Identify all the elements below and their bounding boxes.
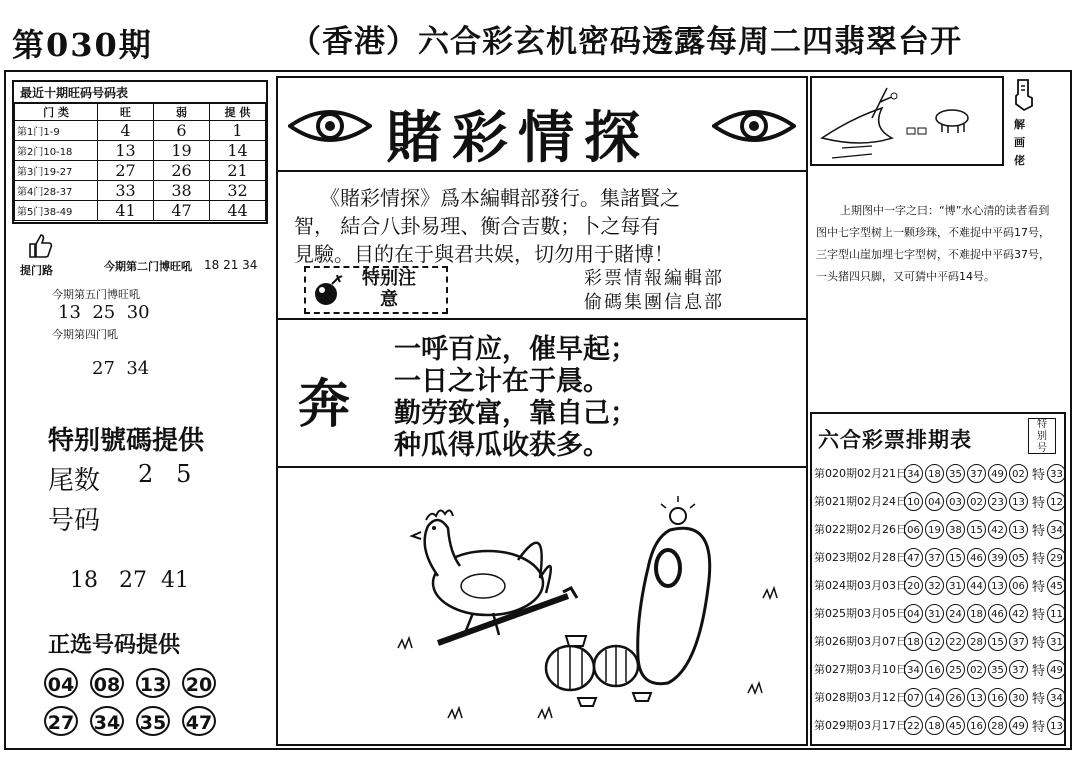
- ball: 47: [182, 706, 216, 736]
- puzzle-text: 上期图中一字之曰：“博”水心清的读者看到图中七字型树上一颗珍珠，不难捉中平码17号，三字型山崖加埋七字型树，不难捉中平码37号，一头猪四只脚，又可猜中平码14号。: [816, 204, 1050, 283]
- draw-number: 49: [988, 464, 1007, 483]
- history-table: [14, 103, 266, 221]
- draw-number: 06: [1009, 576, 1028, 595]
- draw-number: 18: [925, 716, 944, 735]
- special-mark: 特: [1032, 635, 1046, 651]
- draw-number: 49: [1009, 716, 1028, 735]
- schedule-row: [814, 544, 1070, 570]
- notice-box: [304, 266, 448, 314]
- ball: 35: [136, 706, 170, 736]
- cell-provide: 1: [210, 121, 266, 141]
- cell-hot: 33: [98, 181, 154, 201]
- draw-number: 07: [904, 688, 923, 707]
- draw-number: 20: [904, 576, 923, 595]
- col-hot: 旺: [98, 104, 154, 121]
- special-mark: 特: [1032, 663, 1046, 679]
- draw-number: 18: [925, 464, 944, 483]
- pointing-hand-icon: [1012, 78, 1036, 112]
- draw-number: 03: [946, 492, 965, 511]
- special-mark: 特: [1032, 607, 1046, 623]
- special-mark: 特: [1032, 719, 1046, 735]
- draw-number: 34: [904, 464, 923, 483]
- draw-number: 35: [988, 660, 1007, 679]
- schedule-row: [814, 712, 1070, 738]
- cell-hot: 4: [98, 121, 154, 141]
- cell-weak: 47: [154, 201, 210, 221]
- draw-number: 47: [904, 548, 923, 567]
- illustration: [278, 468, 806, 744]
- period: 第023期02月28日: [814, 551, 907, 564]
- special-mark: 特: [1032, 495, 1046, 511]
- draw-number: 22: [904, 716, 923, 735]
- draw-number: 04: [925, 492, 944, 511]
- schedule-row: [814, 516, 1070, 542]
- left-column: [12, 228, 274, 744]
- period: 第028期03月12日: [814, 691, 907, 704]
- draw-number: 13: [1009, 520, 1028, 539]
- ball: 34: [90, 706, 124, 736]
- draw-number: 02: [967, 660, 986, 679]
- draw-number: 28: [988, 716, 1007, 735]
- draw-number: 42: [988, 520, 1007, 539]
- special-number: 49: [1047, 660, 1066, 679]
- issue-number: 第030期: [12, 26, 153, 64]
- poem-line-4: 种瓜得瓜收获多。: [394, 430, 610, 461]
- draw-number: 02: [1009, 464, 1028, 483]
- code-label: 号码: [48, 506, 101, 536]
- cell-weak: 38: [154, 181, 210, 201]
- ball: 04: [44, 668, 78, 698]
- draw-number: 37: [967, 464, 986, 483]
- poem-line-2: 一日之计在于晨。: [394, 366, 610, 397]
- draw-number: 13: [1009, 492, 1028, 511]
- special-number: 45: [1047, 576, 1066, 595]
- tip-line-2-numbers: 13 25 30: [58, 302, 150, 323]
- ball: 20: [182, 668, 216, 698]
- tip-label: 提门路: [20, 264, 53, 277]
- cell-provide: 21: [210, 161, 266, 181]
- draw-number: 06: [904, 520, 923, 539]
- special-number: 29: [1047, 548, 1066, 567]
- dept-line-2: 偷碼集團信息部: [584, 292, 724, 313]
- ball: 08: [90, 668, 124, 698]
- special-number: 34: [1047, 688, 1066, 707]
- draw-number: 12: [925, 632, 944, 651]
- special-number: 11: [1047, 604, 1066, 623]
- draw-number: 19: [925, 520, 944, 539]
- cell-weak: 26: [154, 161, 210, 181]
- special-number: 13: [1047, 716, 1066, 735]
- intro-line-2: 智， 結合八卦易理、衡合吉數；卜之每有: [294, 214, 661, 238]
- puzzle-image-panel: [810, 76, 1004, 166]
- draw-number: 30: [1009, 688, 1028, 707]
- draw-number: 38: [946, 520, 965, 539]
- history-table-panel: [12, 80, 268, 224]
- draw-number: 25: [946, 660, 965, 679]
- puzzle-drawing: [812, 78, 1002, 164]
- schedule-row: [814, 460, 1070, 486]
- eye-icon: [712, 104, 796, 148]
- table-row: [15, 161, 266, 181]
- draw-number: 37: [1009, 632, 1028, 651]
- draw-number: 24: [946, 604, 965, 623]
- special-number: 31: [1047, 632, 1066, 651]
- thumbs-up-icon: [26, 232, 54, 260]
- cell-hot: 13: [98, 141, 154, 161]
- period: 第021期02月24日: [814, 495, 907, 508]
- period: 第020期02月21日: [814, 467, 907, 480]
- tip-line-3-numbers: 27 34: [92, 358, 150, 379]
- draw-number: 42: [1009, 604, 1028, 623]
- draw-number: 16: [925, 660, 944, 679]
- draw-number: 04: [904, 604, 923, 623]
- draw-number: 31: [925, 604, 944, 623]
- ball: 13: [136, 668, 170, 698]
- poem-section: [278, 320, 806, 468]
- intro-line-3: 見驗。目的在于與君共娱，切勿用于賭博！: [294, 242, 674, 266]
- schedule-row: [814, 488, 1070, 514]
- cell-provide: 32: [210, 181, 266, 201]
- col-category: 门 类: [15, 104, 98, 121]
- pick-title: 正选号码提供: [48, 633, 181, 658]
- poem-keyword: 奔: [298, 374, 351, 435]
- draw-number: 16: [967, 716, 986, 735]
- schedule-title: 六合彩票排期表: [818, 428, 972, 452]
- row-label: 第2门10-18: [15, 141, 98, 161]
- poem-line-1: 一呼百应，催早起；: [394, 334, 637, 365]
- draw-number: 35: [946, 464, 965, 483]
- bomb-icon: [312, 274, 346, 308]
- tip-line-3: 今期第四门吼: [52, 328, 118, 341]
- draw-number: 13: [988, 576, 1007, 595]
- draw-number: 15: [988, 632, 1007, 651]
- banner-title: 賭彩情探: [386, 105, 650, 171]
- tip-line-1: 今期第二门博旺吼: [104, 260, 192, 273]
- draw-number: 10: [904, 492, 923, 511]
- row-label: 第1门1-9: [15, 121, 98, 141]
- cell-hot: 27: [98, 161, 154, 181]
- draw-number: 34: [904, 660, 923, 679]
- draw-number: 18: [904, 632, 923, 651]
- row-label: 第4门28-37: [15, 181, 98, 201]
- table-row: [15, 201, 266, 221]
- special-mark: 特: [1032, 691, 1046, 707]
- ball: 27: [44, 706, 78, 736]
- period: 第026期03月07日: [814, 635, 907, 648]
- history-title: 最近十期旺码号码表: [14, 82, 266, 103]
- cell-provide: 14: [210, 141, 266, 161]
- col-weak: 弱: [154, 104, 210, 121]
- special-number-title: 特别號碼提供: [48, 426, 205, 456]
- draw-number: 15: [967, 520, 986, 539]
- tip-line-1-numbers: 18 21 34: [204, 258, 258, 272]
- code-numbers: 18 27 41: [70, 568, 189, 593]
- table-row: [15, 181, 266, 201]
- special-mark: 特: [1032, 523, 1046, 539]
- schedule-row: [814, 628, 1070, 654]
- puzzle-label: 解画佬: [1014, 118, 1025, 167]
- draw-number: 39: [988, 548, 1007, 567]
- special-number: 34: [1047, 520, 1066, 539]
- table-row: [15, 121, 266, 141]
- draw-number: 26: [946, 688, 965, 707]
- schedule-panel: [810, 412, 1066, 746]
- special-mark: 特: [1032, 551, 1046, 567]
- draw-number: 46: [967, 548, 986, 567]
- draw-number: 23: [988, 492, 1007, 511]
- draw-number: 32: [925, 576, 944, 595]
- tail-numbers: 2 5: [138, 460, 192, 488]
- period: 第029期03月17日: [814, 719, 907, 732]
- draw-number: 05: [1009, 548, 1028, 567]
- period: 第025期03月05日: [814, 607, 907, 620]
- table-row: [15, 141, 266, 161]
- tail-label: 尾数: [48, 466, 101, 496]
- row-label: 第3门19-27: [15, 161, 98, 181]
- pick-balls-row-2: [44, 706, 284, 736]
- notice-text: 特别注意: [362, 268, 416, 310]
- row-label: 第5门38-49: [15, 201, 98, 221]
- draw-number: 14: [925, 688, 944, 707]
- draw-number: 16: [988, 688, 1007, 707]
- tip-line-2: 今期第五门博旺吼: [52, 288, 140, 301]
- rooster-melon-illustration: [278, 468, 806, 744]
- draw-number: 02: [967, 492, 986, 511]
- banner: [278, 78, 806, 172]
- period: 第022期02月26日: [814, 523, 907, 536]
- pick-balls-row-1: [44, 668, 284, 698]
- draw-number: 13: [967, 688, 986, 707]
- intro-section: [278, 172, 806, 320]
- draw-number: 37: [925, 548, 944, 567]
- cell-provide: 44: [210, 201, 266, 221]
- schedule-rows: [814, 460, 1066, 744]
- draw-number: 18: [967, 604, 986, 623]
- special-number: 33: [1047, 464, 1066, 483]
- schedule-row: [814, 600, 1070, 626]
- draw-number: 28: [967, 632, 986, 651]
- table-header-row: [15, 104, 266, 121]
- draw-number: 15: [946, 548, 965, 567]
- cell-weak: 19: [154, 141, 210, 161]
- cell-hot: 41: [98, 201, 154, 221]
- draw-number: 22: [946, 632, 965, 651]
- cell-weak: 6: [154, 121, 210, 141]
- schedule-row: [814, 656, 1070, 682]
- page-header: [0, 0, 1080, 70]
- col-provide: 提 供: [210, 104, 266, 121]
- draw-number: 46: [988, 604, 1007, 623]
- schedule-row: [814, 684, 1070, 710]
- special-number: 12: [1047, 492, 1066, 511]
- period: 第027期03月10日: [814, 663, 907, 676]
- special-mark: 特: [1032, 579, 1046, 595]
- schedule-row: [814, 572, 1070, 598]
- special-mark: 特: [1032, 467, 1046, 483]
- period: 第024期03月03日: [814, 579, 907, 592]
- page-title: （香港）六合彩玄机密码透露每周二四翡翠台开: [290, 24, 962, 60]
- draw-number: 44: [967, 576, 986, 595]
- poem-line-3: 勤劳致富，靠自己；: [394, 398, 637, 429]
- draw-number: 45: [946, 716, 965, 735]
- draw-number: 31: [946, 576, 965, 595]
- dept-line-1: 彩票情報編輯部: [584, 268, 724, 289]
- special-number-label: 特别号: [1028, 418, 1056, 454]
- draw-number: 37: [1009, 660, 1028, 679]
- eye-icon: [288, 104, 372, 148]
- intro-line-1: 《賭彩情探》爲本編輯部發行。集諸賢之: [320, 186, 680, 210]
